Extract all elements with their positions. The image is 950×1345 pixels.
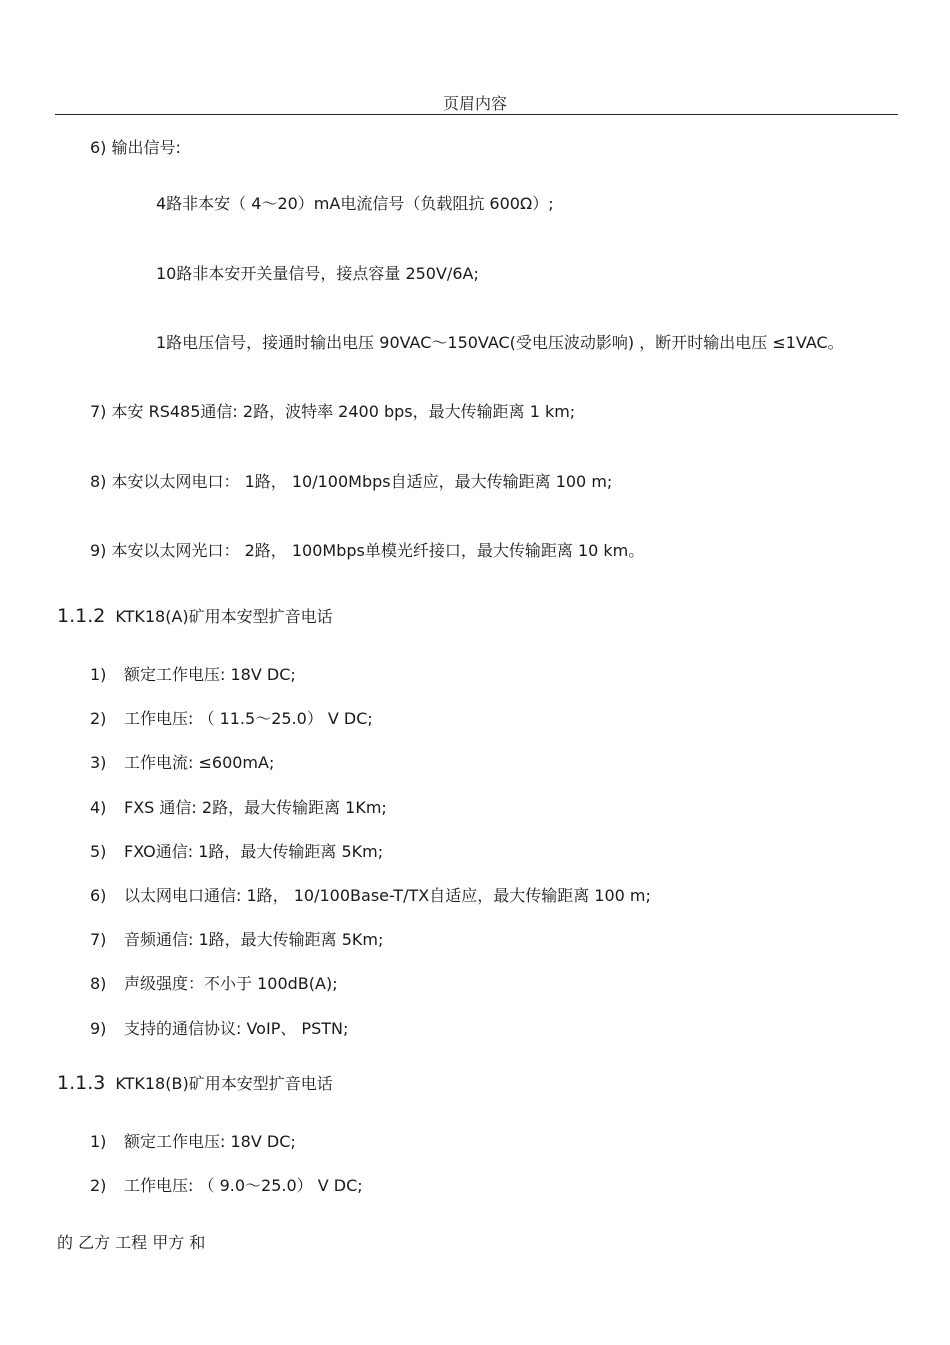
list-item xyxy=(90,662,296,685)
item-number: 3) xyxy=(90,753,107,772)
ethernet-optical-spec: 9) 本安以太网光口： 2路， 100Mbps单模光纤接口，最大传输距离 10 km。 xyxy=(90,541,645,560)
output-signal-voltage: 1路电压信号，接通时输出电压 90VAC～150VAC(受电压波动影响) ，断开时输出电压 ≤1VAC。 xyxy=(156,333,844,352)
item-number: 1) xyxy=(90,665,107,684)
rs485-spec: 7) 本安 RS485通信: 2路，波特率 2400 bps，最大传输距离 1 km; xyxy=(90,402,576,421)
list-item xyxy=(90,927,383,950)
list-item xyxy=(90,1129,296,1152)
item-number: 8) xyxy=(90,974,107,993)
list-item xyxy=(90,883,651,906)
section-heading-113 xyxy=(57,1071,333,1094)
item-text: 额定工作电压: 18V DC; xyxy=(124,1132,296,1151)
item-text: FXO通信: 1路，最大传输距离 5Km; xyxy=(124,842,384,861)
item-text: 声级强度：不小于 100dB(A); xyxy=(124,974,338,993)
item-text: 额定工作电压: 18V DC; xyxy=(124,665,296,684)
item-number: 4) xyxy=(90,798,107,817)
item-text: 工作电压: （ 11.5～25.0） V DC; xyxy=(124,709,373,728)
list-item xyxy=(90,706,373,729)
item-number: 2) xyxy=(90,1176,107,1195)
output-signal-title: 6) 输出信号: xyxy=(90,138,181,157)
item-number: 5) xyxy=(90,842,107,861)
output-signal-switch: 10路非本安开关量信号，接点容量 250V/6A; xyxy=(156,264,479,283)
section-number: 1.1.2 xyxy=(57,605,106,627)
item-text: 工作电流: ≤600mA; xyxy=(124,753,275,772)
list-item xyxy=(90,1016,348,1039)
list-item xyxy=(90,971,338,994)
item-text: FXS 通信: 2路，最大传输距离 1Km; xyxy=(124,798,387,817)
list-item xyxy=(90,839,383,862)
item-text: 以太网电口通信: 1路， 10/100Base-T/TX自适应，最大传输距离 100 m; xyxy=(124,886,651,905)
section-title: KTK18(A)矿用本安型扩音电话 xyxy=(115,607,333,626)
item-text: 支持的通信协议: VoIP、 PSTN; xyxy=(124,1019,349,1038)
item-text: 工作电压: （ 9.0～25.0） V DC; xyxy=(124,1176,363,1195)
section-number: 1.1.3 xyxy=(57,1072,106,1094)
header-divider xyxy=(55,114,898,115)
section-heading-112 xyxy=(57,604,333,627)
item-number: 7) xyxy=(90,930,107,949)
list-item xyxy=(90,1173,363,1196)
item-number: 9) xyxy=(90,1019,107,1038)
output-signal-current: 4路非本安（ 4～20）mA电流信号（负载阻抗 600Ω）; xyxy=(156,194,554,213)
ethernet-electrical-spec: 8) 本安以太网电口： 1路， 10/100Mbps自适应，最大传输距离 100 m; xyxy=(90,472,613,491)
item-number: 1) xyxy=(90,1132,107,1151)
item-text: 音频通信: 1路，最大传输距离 5Km; xyxy=(124,930,384,949)
list-item xyxy=(90,750,274,773)
item-number: 2) xyxy=(90,709,107,728)
item-number: 6) xyxy=(90,886,107,905)
section-title: KTK18(B)矿用本安型扩音电话 xyxy=(115,1074,333,1093)
list-item xyxy=(90,795,387,818)
footer-text: 的 乙方 工程 甲方 和 xyxy=(57,1233,206,1252)
page-header: 页眉内容 xyxy=(442,94,507,113)
